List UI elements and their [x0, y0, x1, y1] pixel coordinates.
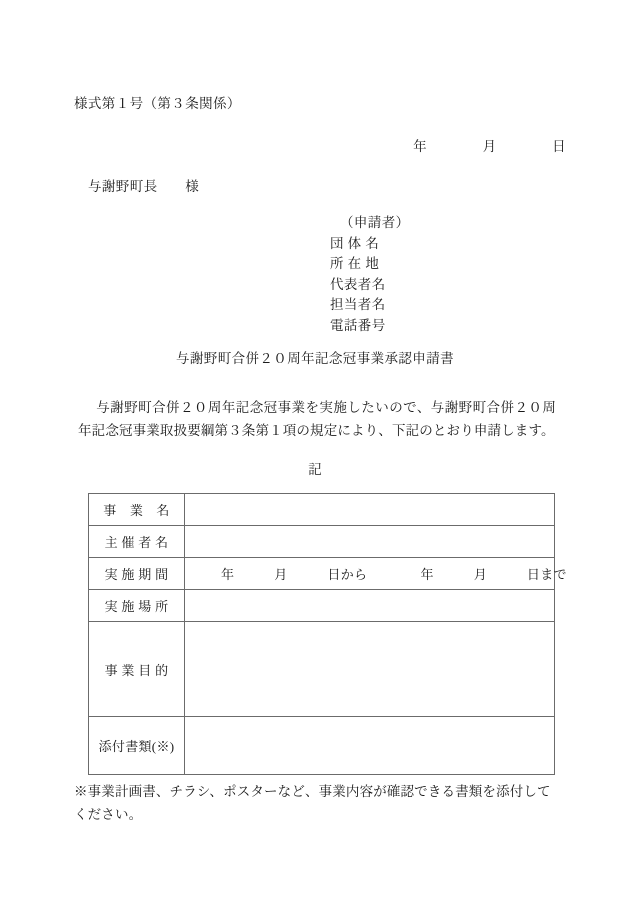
applicant-field-contact-person-name: 担当者名	[330, 297, 386, 312]
application-table	[88, 493, 567, 775]
table-row-venue	[89, 590, 555, 622]
applicant-field-phone-number: 電話番号	[330, 317, 386, 333]
table-value-period-cell[interactable]	[185, 558, 567, 590]
applicant-field-address: 所 在 地	[330, 256, 380, 271]
table-label-venue: 実 施 場 所	[89, 590, 185, 622]
intro-paragraph-line-1: 与謝野町合併２０周年記念冠事業を実施したいので、与謝野町合併２０周年記	[78, 400, 556, 438]
table-value-venue[interactable]	[185, 590, 555, 622]
form-number: 様式第１号（第３条関係）	[74, 96, 241, 111]
table-value-attachments[interactable]	[185, 717, 555, 775]
table-row-organizer-name	[89, 526, 555, 558]
table-value-period: 年 月 日から 年 月 日まで	[221, 567, 567, 582]
table-value-purpose[interactable]	[185, 622, 555, 717]
footnote-line-1: ※事業計画書、チラシ、ポスターなど、事業内容が確認できる書類を添付して	[74, 784, 551, 799]
intro-paragraph-line-2: 念冠事業取扱要綱第３条第１項の規定により、下記のとおり申請します。	[105, 423, 555, 438]
footnote	[74, 780, 564, 826]
applicant-field-organization-name: 団 体 名	[330, 235, 380, 251]
table-label-organizer-name: 主 催 者 名	[89, 526, 185, 558]
applicant-field-representative-name: 代表者名	[330, 276, 386, 292]
table-value-organizer-name[interactable]	[185, 526, 555, 558]
table-label-project-name: 事 業 名	[89, 494, 185, 526]
table-row-period	[89, 558, 555, 590]
date-line: 年 月 日	[413, 139, 566, 154]
table-row-attachments	[89, 717, 555, 775]
table-label-purpose: 事 業 目 的	[89, 622, 185, 717]
document-title: 与謝野町合併２０周年記念冠事業承認申請書	[176, 351, 454, 366]
addressee: 与謝野町長 様	[88, 179, 200, 194]
applicant-block	[330, 213, 410, 336]
ki-marker: 記	[308, 462, 322, 477]
table-label-period: 実 施 期 間	[89, 558, 185, 590]
intro-paragraph	[78, 396, 556, 442]
table-row-purpose	[89, 622, 555, 717]
table-row-project-name	[89, 494, 555, 526]
footnote-line-2: ください。	[74, 807, 143, 822]
applicant-heading: （申請者）	[340, 215, 410, 230]
table-value-project-name[interactable]	[185, 494, 555, 526]
table-label-attachments: 添付書類(※)	[89, 717, 185, 775]
